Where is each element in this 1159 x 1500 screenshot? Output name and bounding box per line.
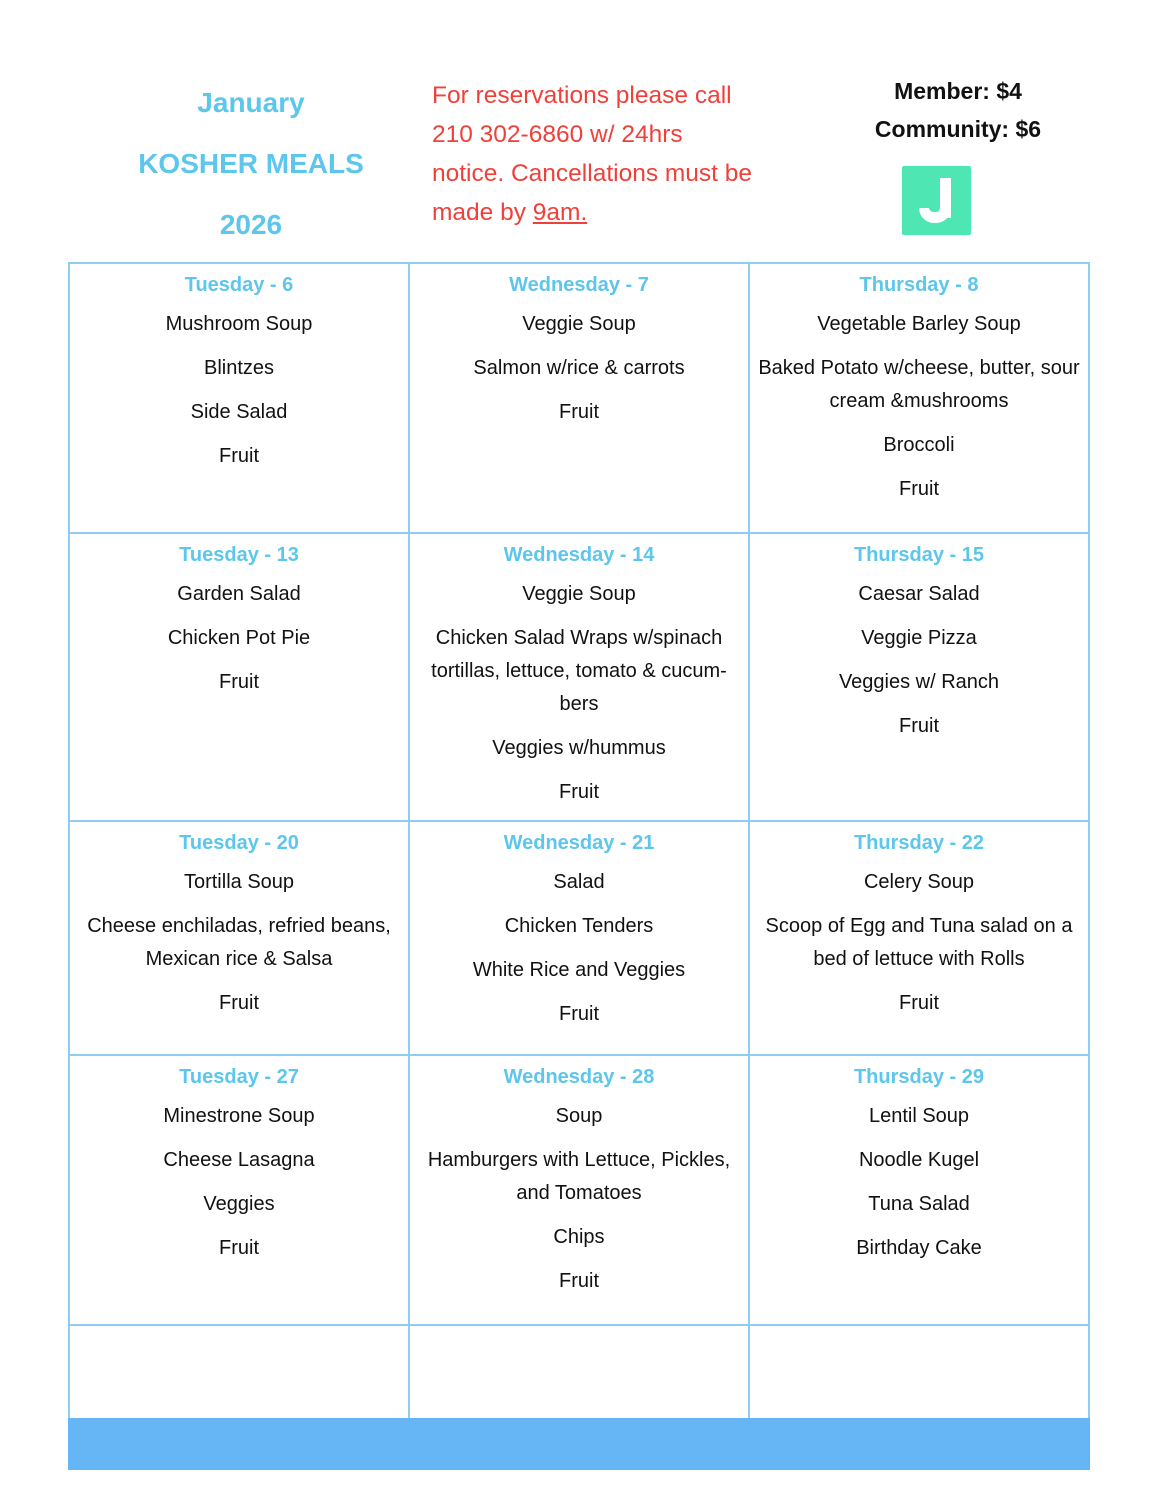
week-row <box>69 1055 1089 1325</box>
meal-calendar <box>68 262 1090 1424</box>
menu-item: Veggies w/hummus <box>492 737 666 759</box>
day-cell <box>409 821 749 1055</box>
day-heading: Thursday - 8 <box>859 274 979 296</box>
day-cell <box>69 533 409 821</box>
menu-item: Soup <box>555 1105 603 1127</box>
menu-item: Caesar Salad <box>858 583 980 605</box>
day-cell <box>749 533 1089 821</box>
menu-item: Mushroom Soup <box>165 313 313 335</box>
menu-item: Chicken Pot Pie <box>167 627 311 649</box>
reservation-deadline-prefix: made by <box>432 199 533 226</box>
day-heading: Thursday - 22 <box>853 832 985 854</box>
reservation-line: 210 302-6860 w/ 24hrs <box>432 121 683 148</box>
title-kosher-meals: KOSHER MEALS <box>138 148 364 179</box>
menu-item: Cheese enchiladas, refried beans, Mexican rice & Salsa <box>87 915 391 970</box>
menu-item: Hamburgers with Lettuce, Pickles, and Tomatoes <box>427 1149 731 1204</box>
menu-item: Veggies <box>203 1193 275 1215</box>
day-heading: Wednesday - 7 <box>509 274 649 296</box>
menu-title <box>120 72 382 255</box>
menu-item: Fruit <box>219 671 259 693</box>
menu-item: Baked Potato w/cheese, butter, sour cream &mushrooms <box>758 357 1080 412</box>
menu-item: Fruit <box>219 445 259 467</box>
menu-item: Chicken Tenders <box>504 915 654 937</box>
title-month: January <box>197 87 305 118</box>
menu-item: Veggie Soup <box>522 583 636 605</box>
day-cell <box>69 821 409 1055</box>
menu-item: Celery Soup <box>863 871 975 893</box>
day-cell <box>749 821 1089 1055</box>
empty-cell <box>749 1325 1089 1423</box>
menu-item: Fruit <box>899 992 939 1014</box>
j-logo-icon <box>902 166 971 235</box>
day-cell <box>749 263 1089 533</box>
community-price: Community: $6 <box>874 116 1042 142</box>
reservation-line <box>432 193 772 232</box>
menu-item: Cheese Lasagna <box>163 1149 315 1171</box>
menu-item: Broccoli <box>883 434 955 456</box>
menu-item: Scoop of Egg and Tuna salad on a bed of lettuce with Rolls <box>765 915 1073 970</box>
menu-item: Fruit <box>559 781 599 803</box>
menu-item: Fruit <box>559 1270 599 1292</box>
week-row <box>69 821 1089 1055</box>
menu-item: Veggie Soup <box>522 313 636 335</box>
day-heading: Wednesday - 28 <box>503 1066 655 1088</box>
menu-item: Fruit <box>219 1237 259 1259</box>
menu-item: Blintzes <box>203 357 275 379</box>
day-cell <box>409 1055 749 1325</box>
menu-item: Vegetable Barley Soup <box>817 313 1021 335</box>
menu-item: Tortilla Soup <box>183 871 295 893</box>
week-row <box>69 263 1089 533</box>
day-heading: Tuesday - 27 <box>179 1066 299 1088</box>
menu-item: Fruit <box>899 478 939 500</box>
day-heading: Tuesday - 20 <box>179 832 299 854</box>
day-heading: Wednesday - 14 <box>503 544 655 566</box>
day-heading: Tuesday - 6 <box>184 274 294 296</box>
reservation-deadline-time: 9am. <box>532 199 588 226</box>
menu-item: Lentil Soup <box>868 1105 970 1127</box>
footer-bar <box>68 1418 1090 1470</box>
menu-item: Birthday Cake <box>856 1237 982 1259</box>
menu-item: Chicken Salad Wraps w/spinach tortillas, lettuce, tomato & cucum-bers <box>431 627 727 715</box>
day-cell <box>749 1055 1089 1325</box>
menu-item: Chips <box>553 1226 605 1248</box>
pricing <box>848 72 1068 148</box>
menu-item: Salmon w/rice & carrots <box>473 357 685 379</box>
empty-cell <box>409 1325 749 1423</box>
member-price: Member: $4 <box>894 78 1022 104</box>
menu-item: White Rice and Veggies <box>472 959 686 981</box>
menu-item: Salad <box>553 871 605 893</box>
reservation-line: For reservations please call <box>432 82 732 109</box>
day-heading: Tuesday - 13 <box>179 544 299 566</box>
menu-item: Veggies w/ Ranch <box>838 671 1000 693</box>
menu-item: Tuna Salad <box>868 1193 970 1215</box>
day-heading: Thursday - 15 <box>853 544 985 566</box>
day-cell <box>409 533 749 821</box>
title-year: 2026 <box>219 209 283 240</box>
day-heading: Wednesday - 21 <box>503 832 655 854</box>
menu-item: Fruit <box>899 715 939 737</box>
menu-item: Fruit <box>559 1003 599 1025</box>
empty-row <box>69 1325 1089 1423</box>
menu-item: Side Salad <box>190 401 288 423</box>
menu-item: Minestrone Soup <box>163 1105 315 1127</box>
menu-item: Fruit <box>219 992 259 1014</box>
reservation-line: notice. Cancellations must be <box>432 160 753 187</box>
day-cell <box>409 263 749 533</box>
menu-item: Fruit <box>559 401 599 423</box>
menu-item: Noodle Kugel <box>858 1149 980 1171</box>
week-row <box>69 533 1089 821</box>
day-heading: Thursday - 29 <box>853 1066 985 1088</box>
empty-cell <box>69 1325 409 1423</box>
menu-item: Garden Salad <box>177 583 301 605</box>
day-cell <box>69 263 409 533</box>
menu-item: Veggie Pizza <box>861 627 977 649</box>
reservation-notice <box>432 76 772 232</box>
day-cell <box>69 1055 409 1325</box>
